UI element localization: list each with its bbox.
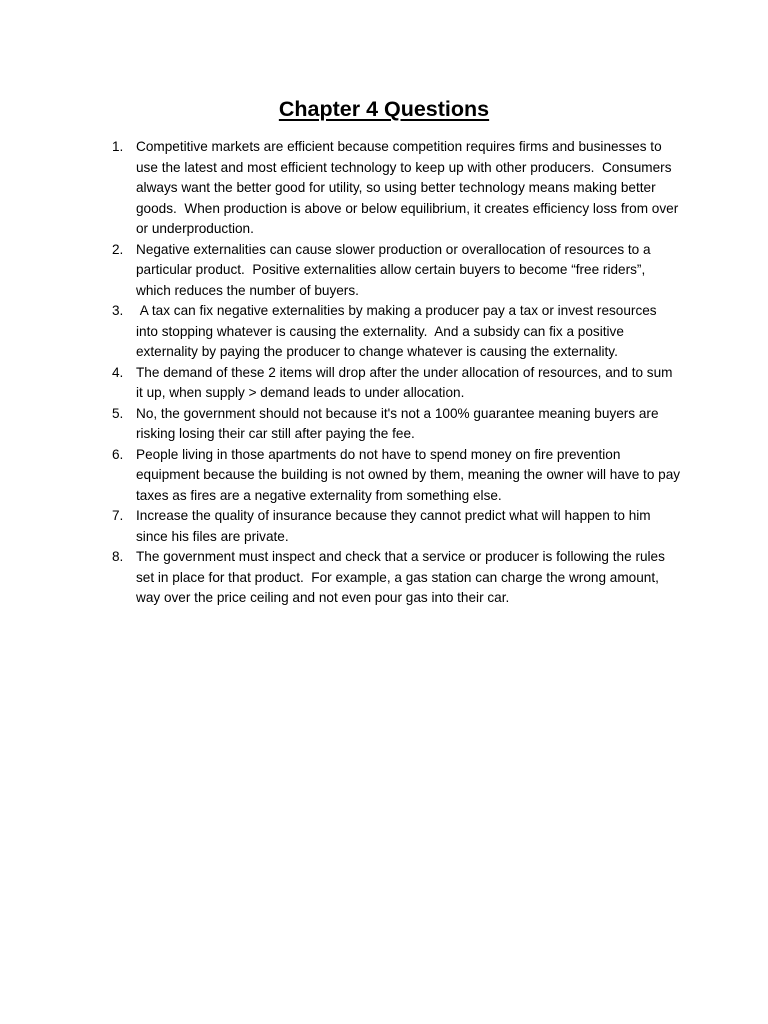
item-number: 8. xyxy=(112,549,124,564)
list-item xyxy=(112,506,682,547)
item-text: People living in those apartments do not have to spend money on fire prevention equipment because the building is not owned by them, meaning the owner will have to pay taxes as fires are a negative externality from something else. xyxy=(136,446,684,503)
item-number: 1. xyxy=(112,139,124,154)
item-number: 3. xyxy=(112,303,124,318)
list-item xyxy=(112,547,682,609)
list-item xyxy=(112,137,682,240)
item-text: Negative externalities can cause slower production or overallocation of resources to a particular product. Positive externalities allow certain buyers to become “free riders”, which reduces the number of buyers. xyxy=(136,241,655,298)
list-item xyxy=(112,404,682,445)
list-item xyxy=(112,240,682,302)
item-text: The government must inspect and check that a service or producer is following the rules set in place for that product. For example, a gas station can charge the wrong amount, way over the price ceiling and not even pour gas into their car. xyxy=(136,549,669,605)
item-number: 5. xyxy=(112,405,124,421)
list-item xyxy=(112,445,682,507)
item-text: No, the government should not because it's not a 100% guarantee meaning buyers are risking losing their car still after paying the fee. xyxy=(136,405,663,441)
item-number: 4. xyxy=(112,364,124,380)
item-text: The demand of these 2 items will drop after the under allocation of resources, and to sum it up, when supply > demand leads to under allocation. xyxy=(136,364,677,400)
item-text: A tax can fix negative externalities by making a producer pay a tax or invest resources into stopping whatever is causing the externality. And a subsidy can fix a positive externality by paying the producer to change whatever is causing the externality. xyxy=(136,303,661,359)
item-number: 2. xyxy=(112,241,124,257)
item-number: 7. xyxy=(112,508,124,523)
document-title: Chapter 4 Questions xyxy=(278,97,490,121)
item-text: Competitive markets are efficient because competition requires firms and businesses to use the latest and most efficient technology to keep up with other producers. Consumers always want the better good for utility, so using better technology means making better goods. When production is above or below equilibrium, it creates efficiency loss from over or underproduction. xyxy=(136,139,683,236)
item-text: Increase the quality of insurance because they cannot predict what will happen to him since his files are private. xyxy=(136,508,655,544)
question-list xyxy=(112,137,682,609)
list-item xyxy=(112,301,682,363)
list-item xyxy=(112,363,682,404)
item-number: 6. xyxy=(112,446,124,462)
